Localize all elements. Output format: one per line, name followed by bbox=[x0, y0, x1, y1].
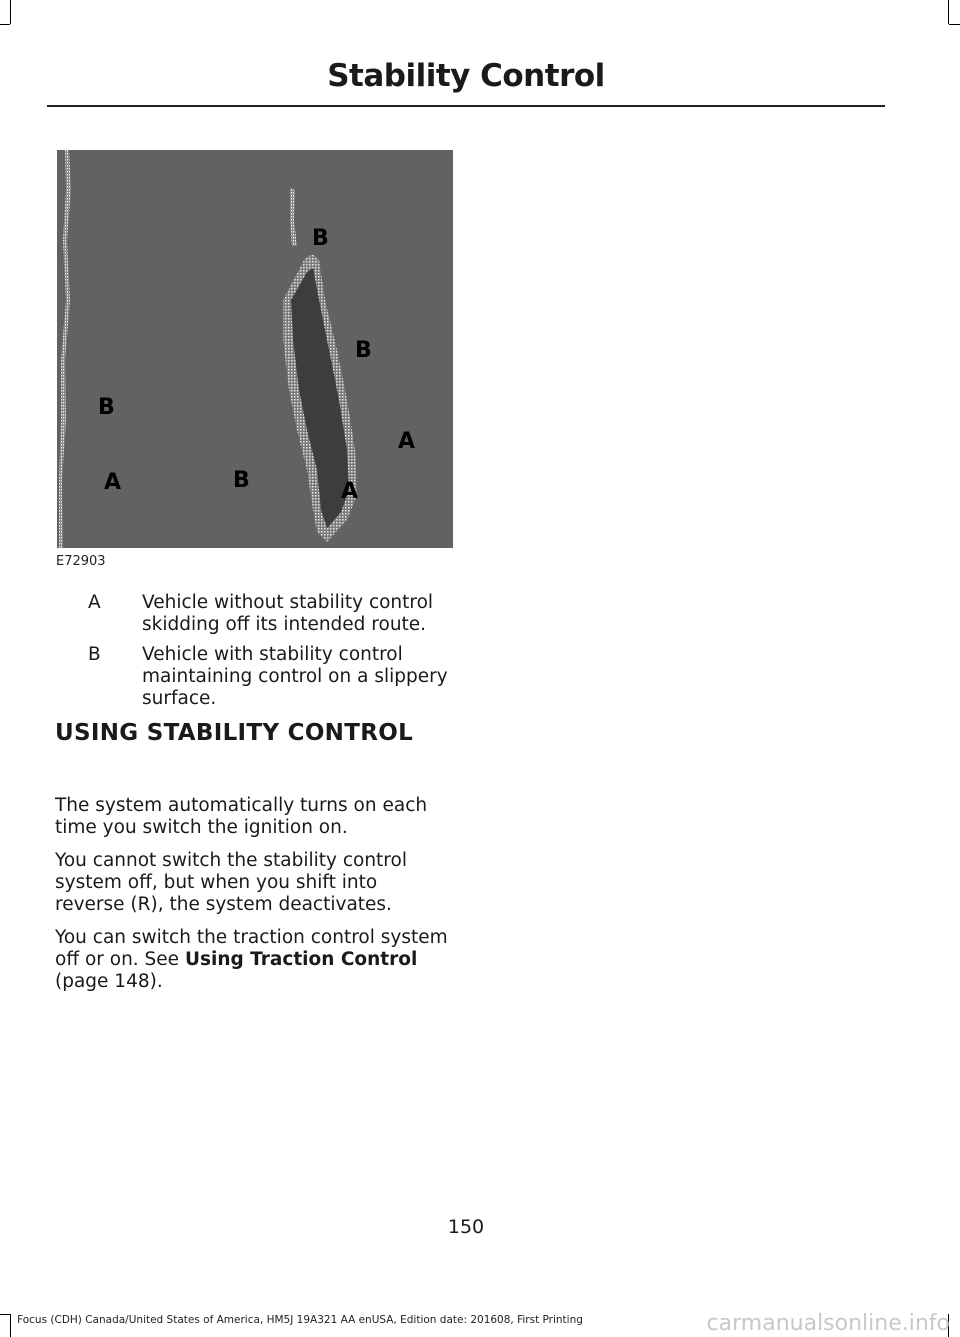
callout-b: B bbox=[233, 468, 250, 493]
callout-b: B bbox=[312, 226, 329, 251]
crop-mark bbox=[948, 0, 949, 24]
crop-mark bbox=[0, 24, 10, 25]
watermark: carmanualsonline.info bbox=[706, 1311, 950, 1336]
page-title: Stability Control bbox=[327, 58, 605, 94]
page-number: 150 bbox=[447, 1216, 485, 1238]
figure-legend bbox=[88, 592, 460, 718]
paragraph: You cannot switch the stability control system off, but when you shift into reverse (R), the system deactivates. bbox=[55, 850, 407, 915]
callout-a: A bbox=[398, 429, 416, 454]
header-divider bbox=[47, 105, 885, 107]
callout-b: B bbox=[98, 395, 115, 420]
section-heading: USING STABILITY CONTROL bbox=[55, 720, 414, 746]
xref-link[interactable]: Using Traction Control bbox=[184, 949, 418, 970]
legend-text: Vehicle with stability control maintaining control on a slippery surface. bbox=[142, 644, 448, 709]
crop-mark bbox=[10, 0, 11, 24]
callout-a: A bbox=[341, 479, 359, 504]
xref-page-ref: (page 148). bbox=[55, 971, 163, 992]
callout-a: A bbox=[104, 470, 122, 495]
xref-lead-text: You can switch the traction control system off or on. See bbox=[55, 927, 448, 970]
legend-text: Vehicle without stability control skidding off its intended route. bbox=[142, 592, 434, 635]
crop-mark bbox=[949, 24, 960, 25]
figure-id: E72903 bbox=[56, 554, 106, 569]
legend-key: A bbox=[88, 592, 101, 613]
legend-key: B bbox=[88, 644, 101, 665]
footer-edition-info: Focus (CDH) Canada/United States of America, HM5J 19A321 AA enUSA, Edition date: 201608, First Printing bbox=[17, 1314, 583, 1326]
legend-row bbox=[88, 644, 460, 710]
stability-control-illustration bbox=[57, 150, 453, 548]
road-diagram bbox=[57, 150, 453, 548]
paragraph-with-xref bbox=[55, 927, 450, 993]
paragraph: The system automatically turns on each time you switch the ignition on. bbox=[55, 795, 428, 838]
legend-row bbox=[88, 592, 460, 636]
section-body bbox=[55, 795, 450, 1004]
callout-b: B bbox=[355, 338, 372, 363]
